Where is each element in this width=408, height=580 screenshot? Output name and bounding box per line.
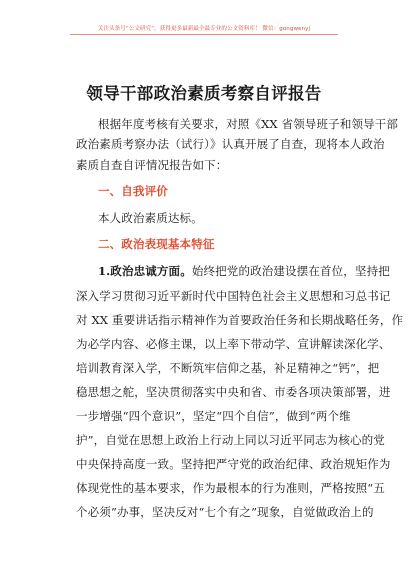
document-title: 领导干部政治素质考察自评报告 [86, 84, 322, 103]
intro-line-2: 政治素质考察办法（试行）》认真开展了自查，现将本人政治 [76, 137, 385, 151]
section-1-heading: 一、自我评价 [98, 184, 168, 198]
item-1-first-rest: 始终把党的政治建设摆在首位，坚持把 [191, 264, 390, 278]
section-2-heading: 二、政治表现基本特征 [98, 237, 215, 251]
intro-line-1: 根据年度考核有关要求，对照《XX 省领导班子和领导干部 [98, 117, 399, 131]
item-1-line-9: 中央保持高度一致。坚持把严守党的政治纪律、政治规矩作为 [76, 457, 391, 471]
item-1-first-line [98, 264, 390, 278]
item-1-line-11: 个必须”办事，坚决反对“七个有之”现象，自觉做政治上的 [76, 505, 374, 519]
item-1-line-10: 体现党性的基本要求，作为最根本的行为准则，严格按照“五 [76, 481, 385, 495]
section-1-text: 本人政治素质达标。 [98, 211, 203, 225]
item-1-line-3: 对 XX 重要讲话指示精神作为首要政治任务和长期战略任务，作 [76, 313, 404, 327]
header-banner: 关注头条号“公文研究”，获得更多最新最全最专业的公文资料库！ 微信：gongwenyj [97, 26, 311, 32]
intro-line-3: 素质自查自评情况报告如下： [76, 158, 228, 172]
item-1-line-6: 稳思想之舵，坚决贯彻落实中央和省、市委各项决策部署，进 [76, 385, 391, 399]
item-1-line-4: 为必学内容、必修主课，以上率下带动学、宣讲解读深化学、 [76, 337, 391, 351]
item-1-lead: 1.政治忠诚方面。 [98, 264, 192, 278]
item-1-line-8: 护”，自觉在思想上政治上行动上同以习近平同志为核心的党 [76, 433, 385, 447]
item-1-line-2: 深入学习贯彻习近平新时代中国特色社会主义思想和习总书记 [76, 289, 391, 303]
banner-divider [70, 34, 338, 35]
item-1-line-7: 一步增强“四个意识”，坚定“四个自信”，做到“两个维 [76, 409, 351, 423]
item-1-line-5: 培训教育深入学，不断筑牢信仰之基，补足精神之“钙”，把 [76, 361, 380, 375]
